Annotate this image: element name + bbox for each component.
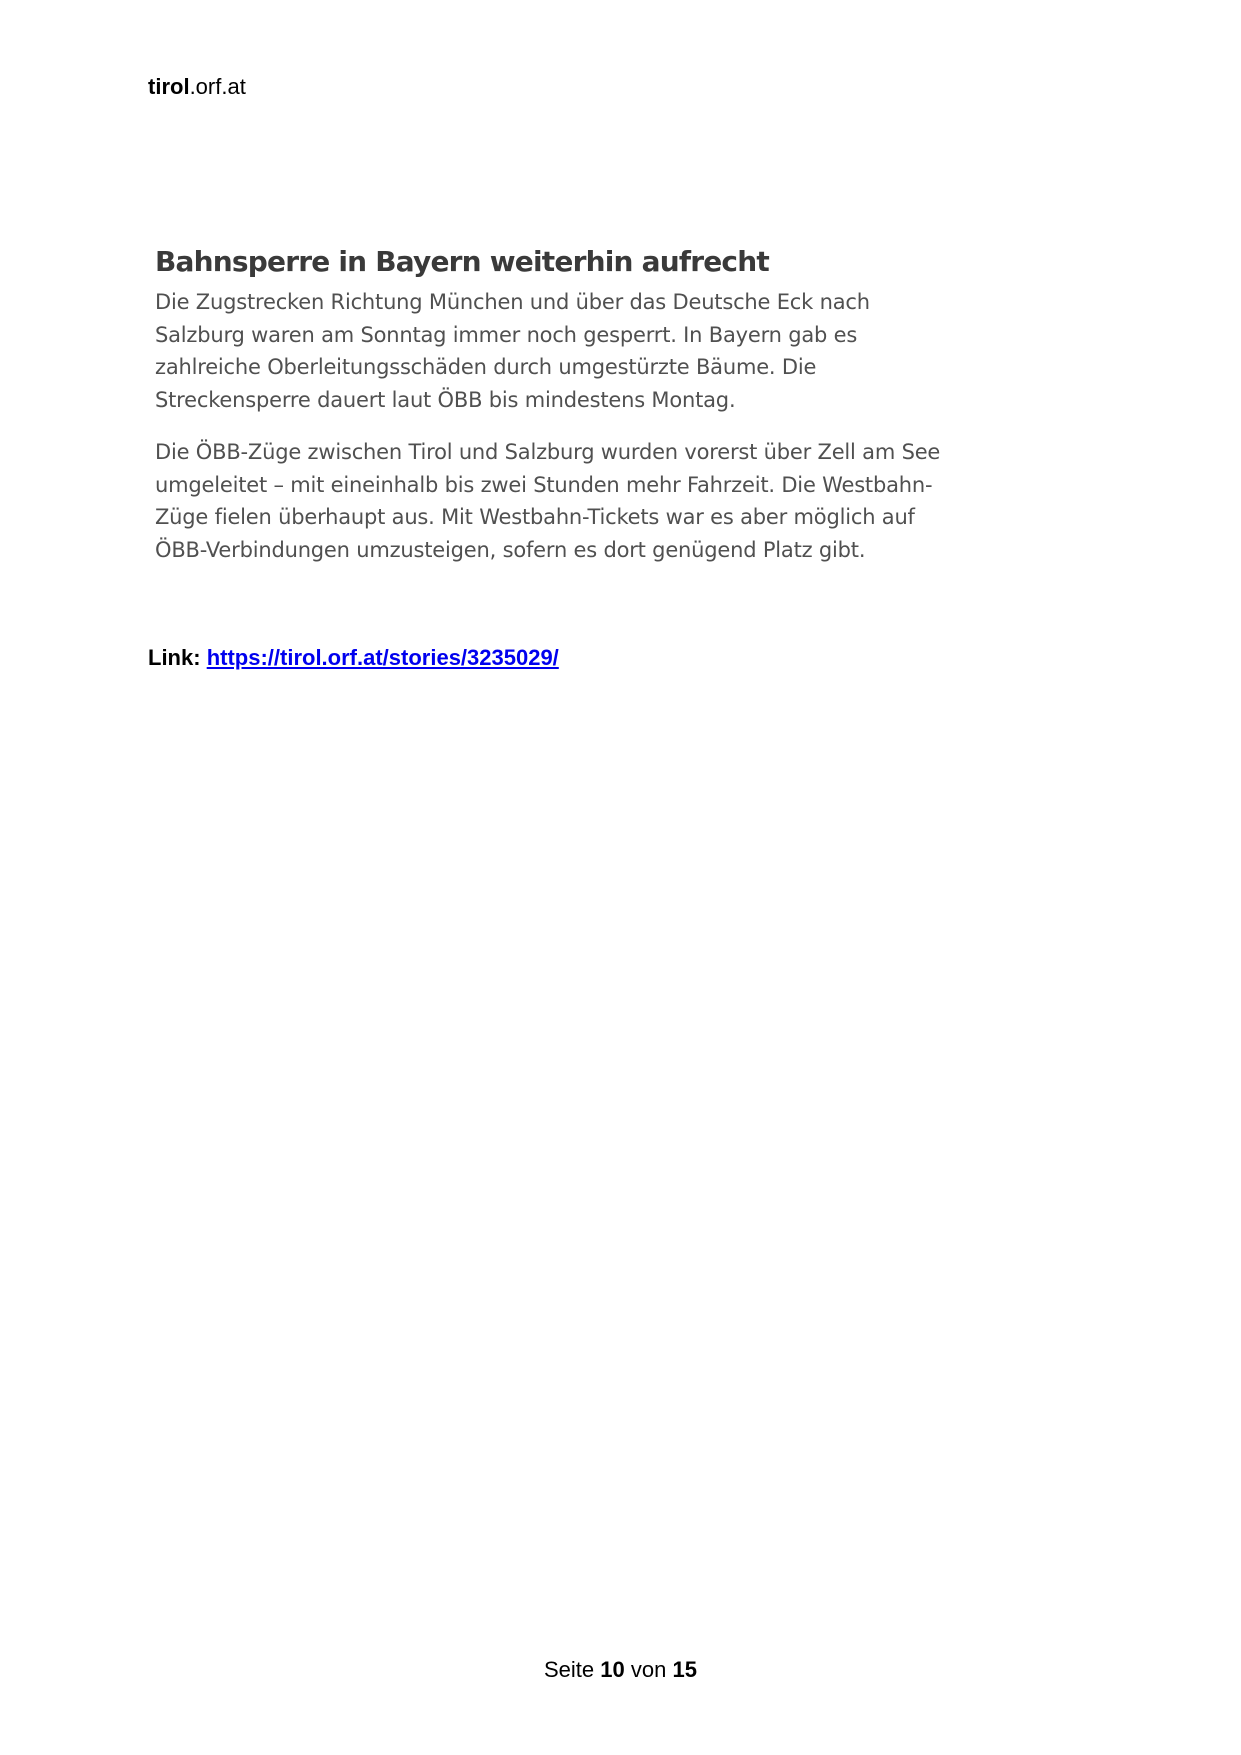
article-paragraph-1: Die Zugstrecken Richtung München und über das Deutsche Eck nach Salzburg waren am Sonntag immer noch gesperrt. In Bayern gab es zahlreiche Oberleitungsschäden durch umgestürzte Bäume. Die Streckensperre dauert laut ÖBB bis mindestens Montag. (155, 290, 870, 412)
page-header (148, 74, 246, 100)
source-link[interactable]: https://tirol.orf.at/stories/3235029/ (206, 645, 559, 670)
article-paragraph-2: Die ÖBB-Züge zwischen Tirol und Salzburg wurden vorerst über Zell am See umgeleitet – mit eineinhalb bis zwei Stunden mehr Fahrzeit. Die Westbahn-Züge fielen überhaupt aus. Mit Westbahn-Tickets war es aber möglich auf ÖBB-Verbindungen umzusteigen, sofern es dort genügend Platz gibt. (155, 440, 941, 562)
current-page-number: 10 (600, 1657, 625, 1682)
link-label: Link: (148, 645, 201, 670)
article-title: Bahnsperre in Bayern weiterhin aufrecht (155, 245, 769, 278)
source-link-line (148, 644, 559, 672)
site-name-domain: .orf.at (189, 74, 246, 99)
article-excerpt (155, 242, 955, 586)
footer-middle: von (630, 1657, 667, 1682)
page-footer (0, 1656, 1241, 1684)
site-name-bold: tirol (148, 74, 190, 99)
footer-prefix: Seite (544, 1657, 595, 1682)
total-page-count: 15 (672, 1657, 697, 1682)
